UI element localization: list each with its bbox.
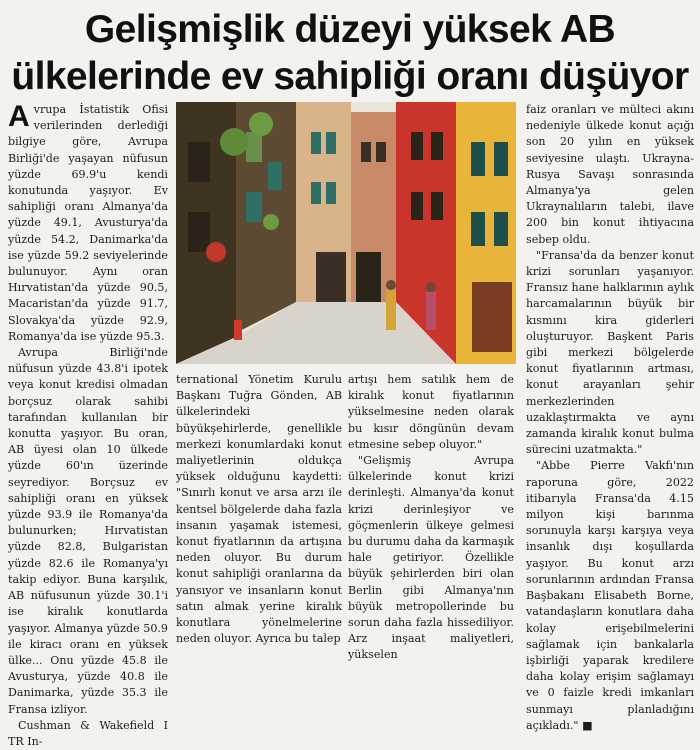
article-paragraph: Avrupa İstatistik Ofisi verilerinden derlediği bilgiye göre, Avrupa Birliği'de yaşayan nüfusun yüzde 69.9'u kendi konutunda yaşıyor. Ev sahipliği oranı Almanya'da yüzde 49.1, Avusturya'da yüzde 54.2, Danimarka'da ise yüzde 59.2 seviyelerinde bulunuyor. Aynı oran Hırvatistan'da yüzde 90.5, Macaristan'da yüzde 91.7, Slovakya'da yüzde 92.9, Romanya'da ise yüzde 95.3. [8,100,168,343]
venice-street-photo [176,102,516,364]
headline-line-1: Gelişmişlik düzeyi yüksek AB [84,8,616,51]
article-paragraph: faiz oranları ve mülteci akını nedeniyle ülkede konut açığı son 20 yılın en yüksek seviyesine ulaştı. Ukrayna-Rusya Savaşı sonrasında Almanya'ya gelen Ukraynalıların talebi, ilave 200 bin konut ihtiyacına sebep oldu. [526,103,694,246]
article-paragraph: "Abbe Pierre Vakfı'nın raporuna göre, 2022 itibarıyla Fransa'da 4.15 milyon kişi barınma sorunuyla karşı karşıya veya insanlık dışı koşullarda yaşıyor. Bu konut arzı sorunlarının ardından Fransa Başbakanı Elisabeth Borne, vatandaşların konutlara daha kolay erişebilmelerini sağlamak için bankalarla işbirliği yaparak kredilere daha kolay erişim sağlamayı ve 0 faizle kredi imkanları sunmayı planladığını açıkladı." ■ [526,459,694,732]
article-column-2 [176,372,342,647]
article-column-3 [348,372,514,664]
article-paragraph: Cushman & Wakefield I TR In- [8,718,168,748]
article-paragraph: ternational Yönetim Kurulu Başkanı Tuğra Gönden, AB ülkelerindeki büyükşehirlerde, genellikle merkezi konumlardaki konut maliyetlerinin oldukça yüksek olduğunu kaydetti: "Sınırlı konut ve arsa arzı ile kentsel bölgelerde daha fazla insanın yaşamak istemesi, konut fiyatlarının da artışına neden oluyor. Bu durum konut sahipliği oranlarına da yansıyor ve insanların konut satın almak yerine kiralık konutlara yönelmelerine neden oluyor. Ayrıca bu talep [176,373,342,646]
drop-cap: A [8,100,30,133]
headline-line-2: ülkelerinde ev sahipliği oranı düşüyor [11,55,689,98]
article-paragraph: "Fransa'da da benzer konut krizi sorunları yaşanıyor. Fransız hane halklarının aylık harcamalarının büyük bir kısmını kira giderleri oluşturuyor. Başkent Paris gibi merkezi bölgelerde konut fiyatlarının artması, konut arayanları şehir merkezlerinden uzaklaştırmakta ve aynı zamanda kiralık konut bulma sürecini uzatmakta." [526,248,694,457]
article-column-1 [8,102,168,750]
article-paragraph: "Gelişmiş Avrupa ülkelerinde konut krizi derinleşti. Almanya'da konut krizi derinleşiyor ve göçmenlerin ülkeye gelmesi bu durumu daha da karmaşık hale getiriyor. Özellikle büyük şehirlerden biri olan Berlin gibi Almanya'nın büyük metropollerinde bu sorun daha fazla hissediliyor. Arz inşaat maliyetleri, yükselen [348,454,514,662]
article-paragraph: artışı hem satılık hem de kiralık konut fiyatlarının yükselmesine neden olarak bu kısır döngünün devam etmesine sebep oluyor." [348,373,514,451]
article-column-4 [526,102,694,734]
end-mark-icon: ■ [582,718,593,732]
article-paragraph: Avrupa Birliği'nde nüfusun yüzde 43.8'i ipotek veya konut kredisi olmadan borçsuz olarak sahibi tarafından kullanılan bir konutta yaşıyor. Bu oran, AB üyesi olan 10 ülkede yüzde 60'ın üzerinde seyrediyor. Borçsuz ev sahipliği oranı en yüksek yüzde 93.9 ile Romanya'da bulunurken; Hırvatistan yüzde 82.8, Bulgaristan yüzde 82.6 ile Romanya'yı takip ediyor. Buna karşılık, AB nüfusunun yüzde 30.1'i ise kiralık konutlarda yaşıyor. Almanya yüzde 50.9 ile kiracı oranı en yüksek ülke... Onu yüzde 45.8 ile Avusturya, yüzde 40.8 ile Danimarka, yüzde 35.3 ile Fransa izliyor. [8,346,168,716]
